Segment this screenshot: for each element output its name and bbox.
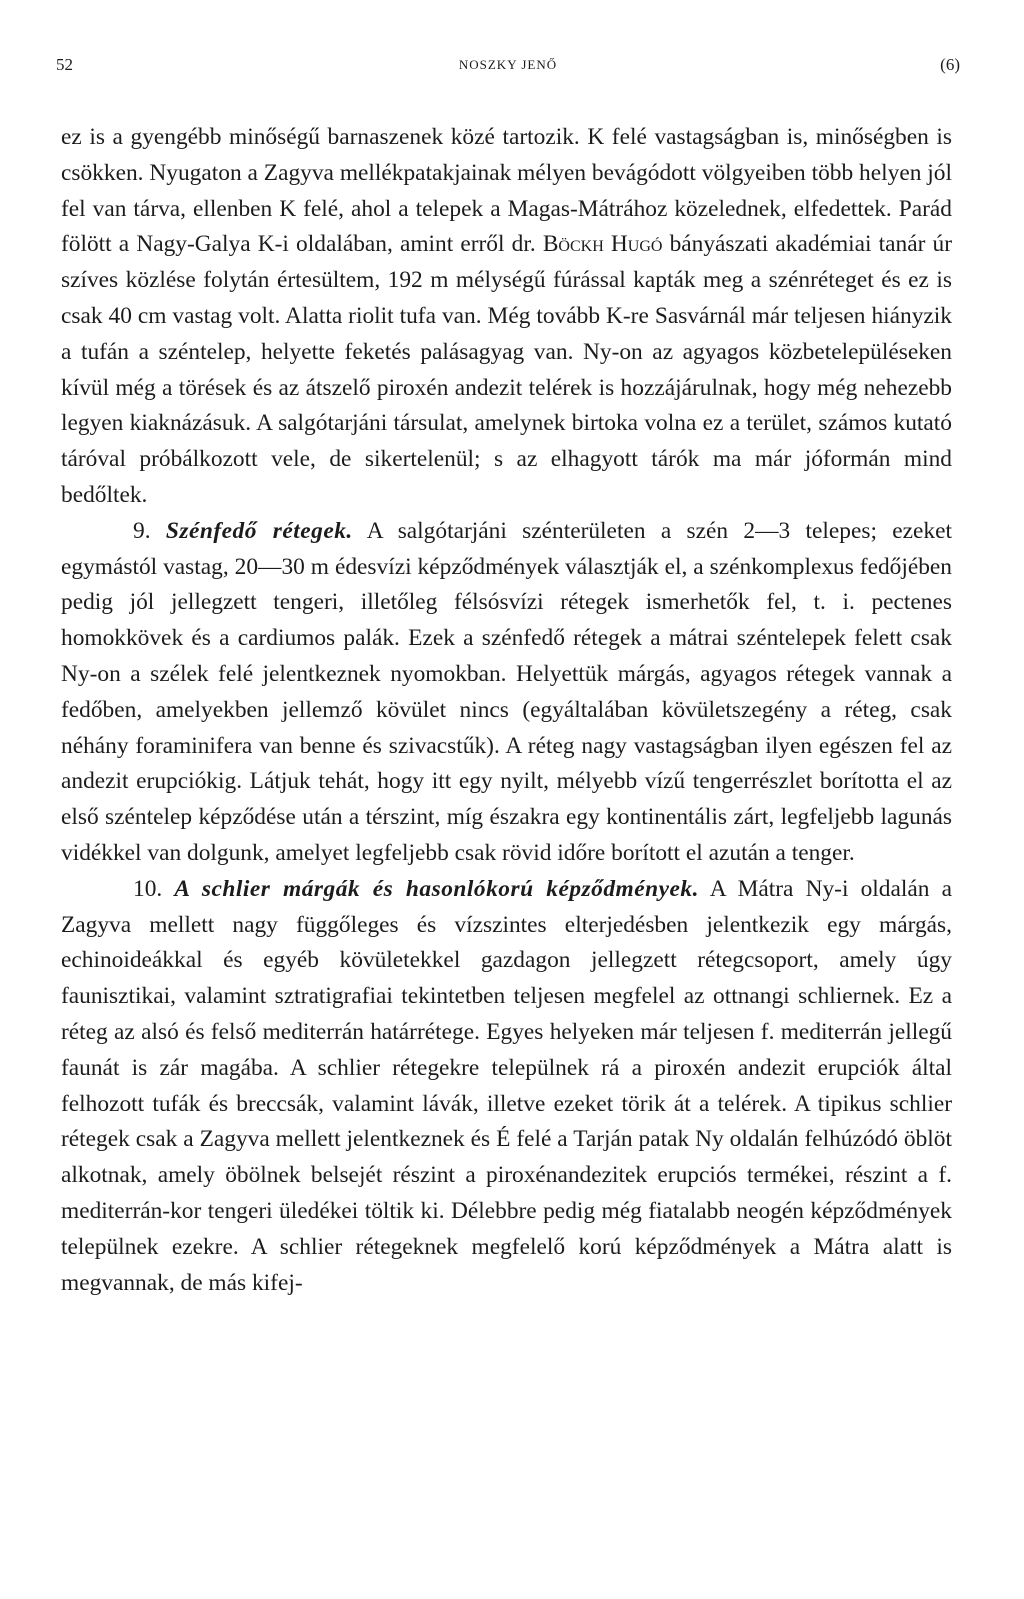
paragraph-2: [61, 514, 952, 872]
section-number-10: 10.: [133, 875, 163, 902]
page-number: 52: [56, 55, 73, 74]
running-title: NOSZKY JENŐ: [458, 57, 558, 72]
paragraph-text: A salgótarjáni szénterületen a szén 2—3 telepes; ezeket egymástól vastag, 20—30 m édesvízi képződmények választják el, a szénkomplexus fedőjében pedig jól jellegzett tengeri, illetőleg félsósvízi rétegek ismerhetők fel, t. i. pectenes homokkövek és a cardiumos palák. Ezek a szénfedő rétegek a mátrai széntelepek felett csak Ny-on a szélek felé jelentkeznek nyomokban. Helyettük márgás, agyagos rétegek vannak a fedőben, amelyekben jellemző kövület nincs (egyáltalában kövületszegény a réteg, csak néhány foraminifera van benne és szivacstűk). A réteg nagy vastagságban ilyen egészen fel az andezit erupciókig. Látjuk tehát, hogy itt egy nyilt, mélyebb vízű tengerrészlet borította el az első széntelep képződése után a térszint, míg északra egy kontinentális zárt, legfeljebb lagunás vidékkel van dolgunk, amelyet legfeljebb csak rövid időre borított el azután a tenger.: [61, 517, 952, 866]
paragraph-3: [61, 872, 952, 1302]
paragraph-text: A Mátra Ny-i oldalán a Zagyva mellett nagy függőleges és vízszintes elterjedésben jelentkezik egy márgás, echinoideákkal és egyéb kövületekkel gazdagon jellegzett rétegcsoport, amely úgy faunisztikai, valamint sztratigrafiai tekintetben teljesen megfelel az ottnangi schliernek. Ez a réteg az alsó és felső mediterrán határrétege. Egyes helyeken már teljesen f. mediterrán jellegű faunát is zár magába. A schlier rétegekre települnek rá a piroxén andezit erupciók által felhozott tufák és breccsák, valamint lávák, illetve ezeket törik át a telérek. A tipikus schlier rétegek csak a Zagyva mellett jelentkeznek és É felé a Tarján patak Ny oldalán felhúzódó öblöt alkotnak, amely öbölnek belsejét részint a piroxénandezitek erupciós termékei, részint a f. mediterrán-kor tengeri üledékei töltik ki. Délebbre pedig még fiatalabb neogén képződmények települnek ezekre. A schlier rétegeknek megfelelő korú képződmények a Mátra alatt is megvannak, de más kifej-: [61, 875, 952, 1296]
section-heading-9: Szénfedő rétegek.: [165, 517, 353, 544]
section-number-9: 9.: [133, 517, 151, 544]
running-header: [56, 50, 960, 80]
paragraph-1: [61, 120, 952, 514]
paragraph-text-continued: bányászati akadémiai tanár úr szíves közlése folytán értesültem, 192 m mélységű fúrással kapták meg a szénréteget és ez is csak 40 cm vastag volt. Alatta riolit tufa van. Még tovább K-re Sasvárnál már teljesen hiányzik a tufán a széntelep, helyette feketés palásagyag van. Ny-on az agyagos közbetelepüléseken kívül még a törések és az átszelő piroxén andezit telérek is hozzájárulnak, hogy még nehezebb legyen kiaknázásuk. A salgótarjáni társulat, amelynek birtoka volna ez a terület, számos kutató táróval próbálkozott vele, de sikertelenül; s az elhagyott tárók ma már jóformán mind bedőltek.: [61, 231, 953, 508]
body-text: [61, 120, 952, 1301]
section-number: (6): [940, 55, 960, 74]
paragraph-text: ez is a gyengébb minőségű barnaszenek közé tartozik. K felé vastagságban is, minőségben is csökken. Nyugaton a Zagyva mellékpatakjainak mélyen bevágódott völgyeiben több helyen jól fel van tárva, ellenben K felé, ahol a telepek a Magas-Mátrához közelednek, elfedettek. Parád fölött a Nagy-Galya K-i oldalában, amint erről dr.: [61, 124, 952, 258]
author-name: Böckh Hugó: [542, 231, 663, 258]
section-heading-10: A schlier márgák és hasonlókorú képződmények.: [174, 875, 699, 902]
